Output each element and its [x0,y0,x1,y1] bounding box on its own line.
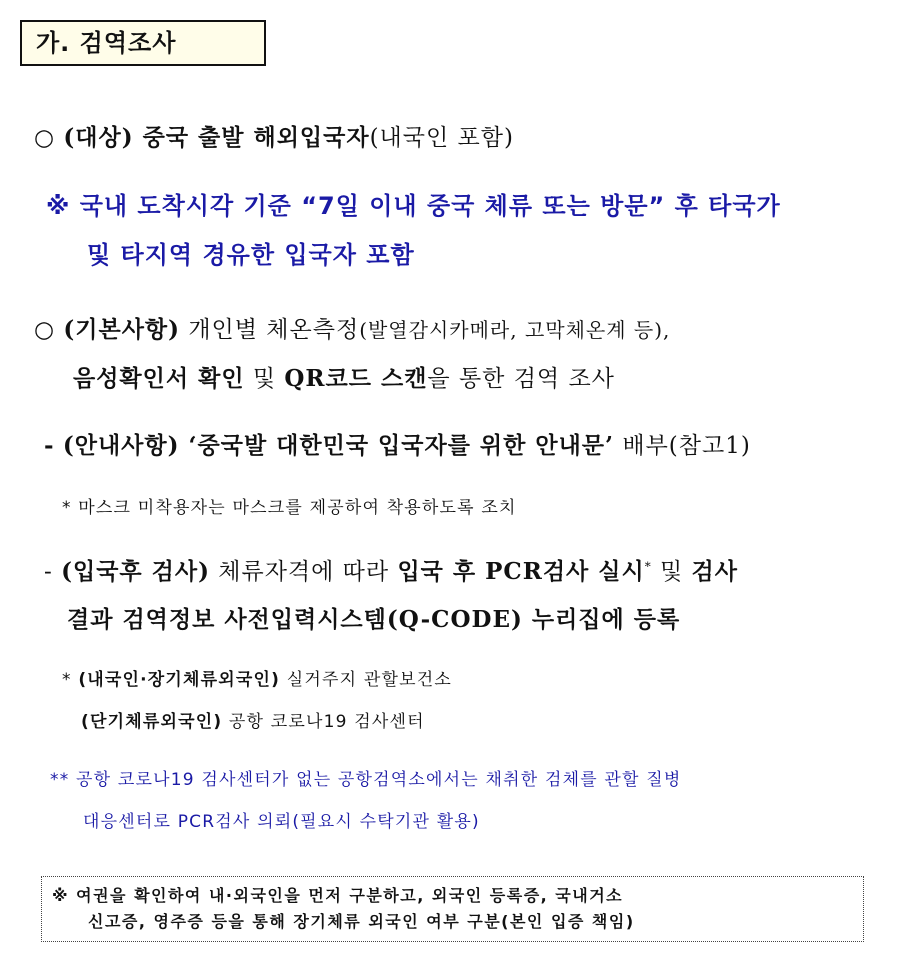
item4-dash: - [44,559,53,585]
item4-sub1-mark: * [62,670,72,690]
item4-bold2: 검사 [691,558,738,585]
item3-dash: - [44,432,55,459]
item1-label: (대상) 중국 출발 해외입국자 [63,124,370,151]
item4-label: (입국후 검사) [61,558,210,585]
item3-label: (안내사항) ‘중국발 대한민국 입국자를 위한 안내문’ [62,432,615,459]
item2-bullet: ○ [34,317,56,343]
item4-text2: 및 [651,559,692,585]
item2-line2-part4: 을 통한 검역 조사 [427,366,615,392]
item4-sub2-label: (단기체류외국인) [81,712,223,732]
item2-paren: (발열감시카메라, 고막체온계 등), [359,318,671,342]
item2-line2-part1: 음성확인서 확인 [73,365,245,392]
bottom-note-line2: 신고증, 영주증 등을 통해 장기체류 외국인 여부 구분(본인 입증 책임) [88,912,635,931]
item4-sub1-text: 실거주지 관할보건소 [280,670,452,690]
note1-line2: 및 타지역 경유한 입국자 포함 [87,241,415,269]
bottom-note-line1: ※ 여권을 확인하여 내·외국인을 먼저 구분하고, 외국인 등록증, 국내거소 [52,886,624,905]
item4-footnote-mark: * [644,559,652,574]
item1-line [34,121,514,155]
item4-note-line1: ** 공항 코로나19 검사센터가 없는 공항검역소에서는 채취한 검체를 관할 질병 [50,770,682,790]
item3-sub: * 마스크 미착용자는 마스크를 제공하여 착용하도록 조치 [62,498,517,518]
item2-line2-part2: 및 [244,366,285,392]
section-title: 가. 검역조사 [36,29,177,57]
item2-label: (기본사항) [63,316,181,343]
item2-line1 [34,313,670,347]
item4-line2: 결과 검역정보 사전입력시스템(Q-CODE) 누리집에 등록 [67,606,681,633]
item4-text1: 체류자격에 따라 [209,559,398,585]
item2-line2 [73,362,615,396]
item3-line [44,429,751,463]
item4-sub2-text: 공항 코로나19 검사센터 [222,712,425,732]
item1-bullet: ○ [34,125,56,151]
item4-sub1 [62,667,452,693]
item2-text: 개인별 체온측정 [180,317,360,343]
item4-bold1: 입국 후 PCR검사 실시 [397,558,645,585]
item2-line2-part3: QR코드 스캔 [284,365,428,392]
item4-note-line2: 대응센터로 PCR검사 의뢰(필요시 수탁기관 활용) [83,812,480,832]
note1-line1: ※ 국내 도착시각 기준 “7일 이내 중국 체류 또는 방문” 후 타국가 [46,192,781,220]
item4-sub2 [81,709,425,735]
item3-text: 배부(참고1) [614,433,751,459]
item1-paren: (내국인 포함) [369,125,514,151]
item4-sub1-label: (내국인·장기체류외국인) [78,670,281,690]
item4-line1 [44,555,738,589]
